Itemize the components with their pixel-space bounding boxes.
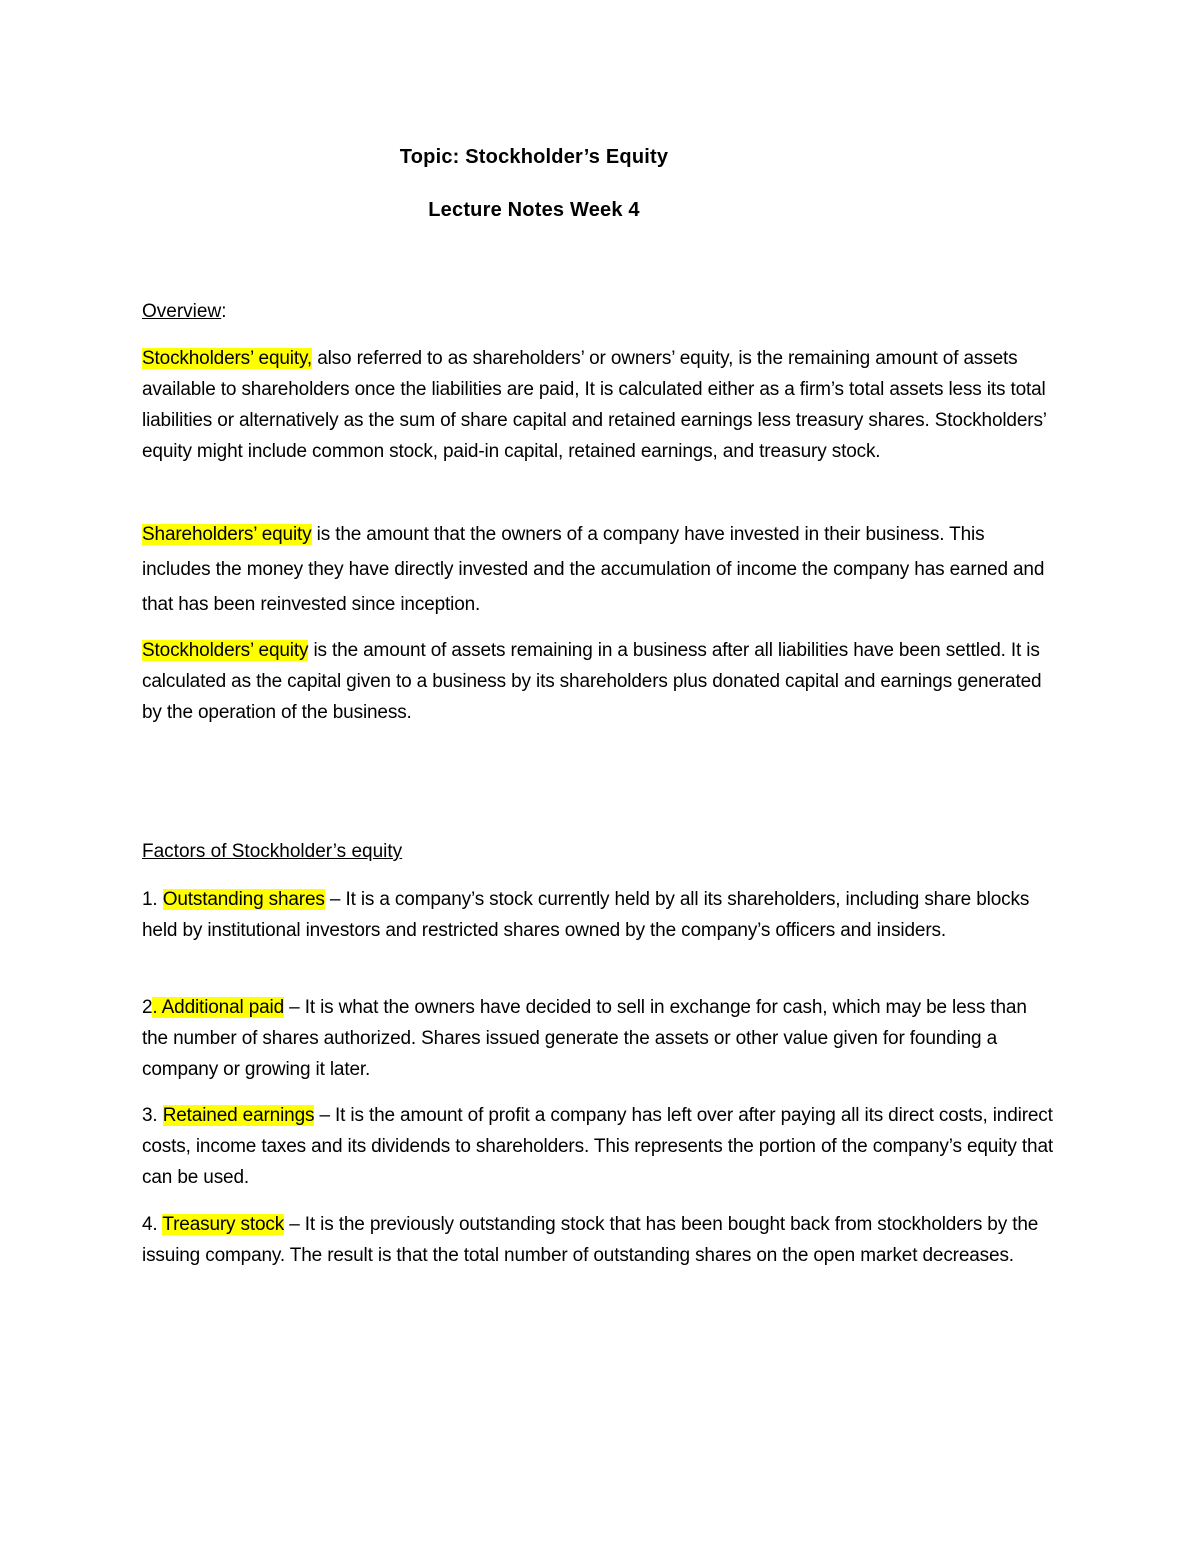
overview-paragraph xyxy=(142,343,1057,467)
paragraph-text: is the amount of assets remaining in a business after all liabilities have been settled. It is calculated as the capital given to a business by its shareholders plus donated capital and earnings generated by the operation of the business. xyxy=(142,640,1042,723)
factor-number: 4. xyxy=(142,1214,163,1235)
highlighted-term: Stockholders’ equity, xyxy=(142,348,313,369)
highlighted-term: . Additional paid xyxy=(152,997,285,1018)
highlighted-term: Treasury stock xyxy=(162,1214,285,1235)
overview-heading xyxy=(142,300,226,324)
overview-paragraph xyxy=(142,517,1057,622)
overview-heading-text: Overview xyxy=(142,301,222,322)
factor-number: 1. xyxy=(142,889,163,910)
paragraph-text: is the amount that the owners of a company have invested in their business. This includes the money they have directly invested and the accumulation of income the company has earned and that has been reinvested since inception. xyxy=(142,524,1045,615)
factor-text: – It is the amount of profit a company has left over after paying all its direct costs, indirect costs, income taxes and its dividends to shareholders. This represents the portion of the company’s equity that can be used. xyxy=(142,1105,1053,1188)
factor-item xyxy=(142,1209,1057,1271)
factor-item xyxy=(142,992,1057,1085)
factor-number: 2 xyxy=(142,997,153,1018)
factor-text: – It is a company’s stock currently held by all its shareholders, including share blocks held by institutional investors and restricted shares owned by the company’s officers and insiders. xyxy=(142,889,1030,941)
factors-heading xyxy=(142,840,402,864)
highlighted-term: Retained earnings xyxy=(162,1105,315,1126)
paragraph-text: also referred to as shareholders’ or owners’ equity, is the remaining amount of assets available to shareholders once the liabilities are paid, It is calculated either as a firm’s total assets less its total liabilities or alternatively as the sum of share capital and retained earnings less treasury shares. Stockholders’ equity might include common stock, paid-in capital, retained earnings, and treasury stock. xyxy=(142,348,1047,462)
document-subtitle: Lecture Notes Week 4 xyxy=(428,199,640,221)
highlighted-term: Stockholders’ equity xyxy=(142,640,309,661)
factors-heading-text: Factors of Stockholder’s equity xyxy=(142,841,403,862)
overview-paragraph xyxy=(142,635,1057,728)
factor-item xyxy=(142,1100,1057,1193)
overview-heading-colon: : xyxy=(221,301,227,322)
factor-number: 3. xyxy=(142,1105,163,1126)
highlighted-term: Shareholders’ equity xyxy=(142,524,312,545)
factor-text: – It is the previously outstanding stock that has been bought back from stockholders by the issuing company. The result is that the total number of outstanding shares on the open market decreases. xyxy=(142,1214,1039,1266)
document-title: Topic: Stockholder’s Equity xyxy=(399,146,669,168)
factor-text: – It is what the owners have decided to sell in exchange for cash, which may be less than the number of shares authorized. Shares issued generate the assets or other value given for founding a company or growing it later. xyxy=(142,997,1027,1080)
factor-item xyxy=(142,884,1057,946)
highlighted-term: Outstanding shares xyxy=(162,889,325,910)
